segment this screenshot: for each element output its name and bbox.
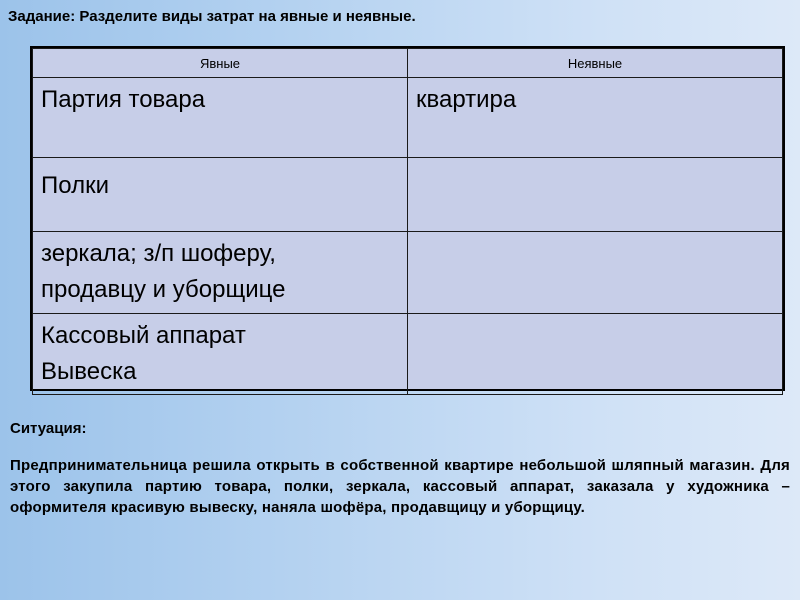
explicit-cell: Полки xyxy=(33,158,408,232)
table-row xyxy=(33,158,783,232)
table-header-row xyxy=(33,49,783,78)
explicit-cell: зеркала; з/п шоферу, продавцу и уборщице xyxy=(33,232,408,314)
table-row xyxy=(33,314,783,395)
situation-text: Предпринимательница решила открыть в собственной квартире небольшой шляпный магазин. Для этого закупила партию товара, полки, зеркала, кассовый аппарат, заказала у художника – оформителя красивую вывеску, наняла шофёра, продавщицу и уборщицу. xyxy=(10,457,790,516)
costs-table xyxy=(32,48,783,395)
situation-title: Ситуация: xyxy=(10,420,87,437)
header-explicit: Явные xyxy=(33,49,408,78)
table-row xyxy=(33,232,783,314)
implicit-cell xyxy=(408,158,783,232)
task-heading: Задание: Разделите виды затрат на явные и неявные. xyxy=(8,8,416,25)
costs-table-container xyxy=(30,46,785,391)
table-row xyxy=(33,78,783,158)
implicit-cell xyxy=(408,232,783,314)
header-implicit: Неявные xyxy=(408,49,783,78)
implicit-cell: квартира xyxy=(408,78,783,158)
explicit-cell: Кассовый аппарат Вывеска xyxy=(33,314,408,395)
explicit-cell: Партия товара xyxy=(33,78,408,158)
implicit-cell xyxy=(408,314,783,395)
